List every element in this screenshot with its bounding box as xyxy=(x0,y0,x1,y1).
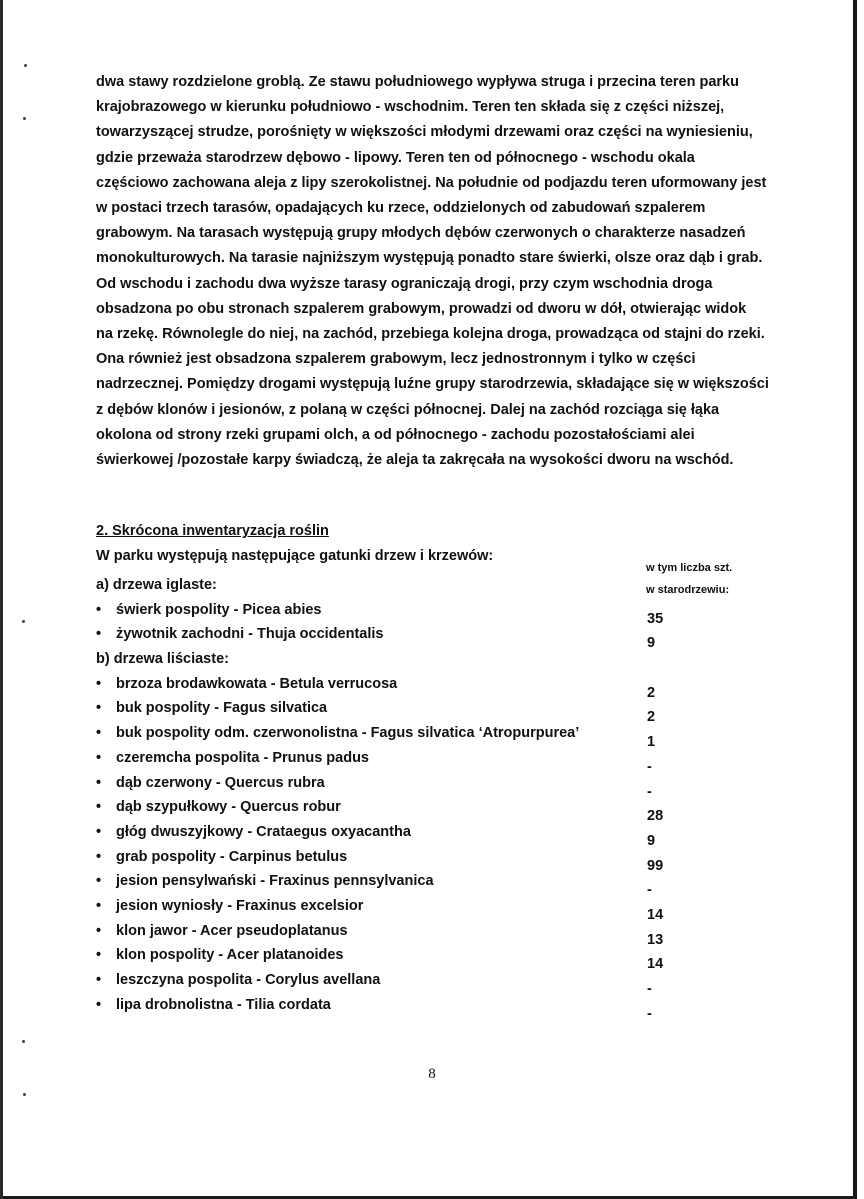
paragraph-line: okolona od strony rzeki grupami olch, a od północnego - zachodu pozostałościami alei xyxy=(96,426,695,443)
species-count: 9 xyxy=(647,832,656,849)
species-row xyxy=(96,894,716,923)
bullet-icon: • xyxy=(96,725,102,742)
species-name: żywotnik zachodni - Thuja occidentalis xyxy=(116,626,384,643)
count-column-header-line: w starodrzewiu: xyxy=(646,584,730,596)
species-name: świerk pospolity - Picea abies xyxy=(116,601,322,618)
species-count: 28 xyxy=(647,808,664,825)
scan-edge xyxy=(0,0,3,1199)
bullet-icon: • xyxy=(96,996,102,1013)
species-row xyxy=(96,943,716,973)
species-name: czeremcha pospolita - Prunus padus xyxy=(116,749,369,766)
species-count: - xyxy=(647,1005,652,1022)
species-count: 99 xyxy=(647,857,664,874)
paragraph-line: z dębów klonów i jesionów, z polaną w części północnej. Dalej na zachód rozciąga się łąka xyxy=(96,401,720,418)
bullet-icon: • xyxy=(96,823,102,840)
paragraph-line: monokulturowych. Na tarasie najniższym występują ponadto stare świerki, olsze oraz dąb i grab. xyxy=(96,250,763,267)
group-label-text: a) drzewa iglaste: xyxy=(96,577,217,593)
species-name: dąb szypułkowy - Quercus robur xyxy=(116,799,341,816)
species-name: klon pospolity - Acer platanoides xyxy=(116,947,344,964)
count-column-header-line: w tym liczba szt. xyxy=(646,562,733,574)
species-name: lipa drobnolistna - Tilia cordata xyxy=(116,996,331,1013)
species-name: buk pospolity odm. czerwonolistna - Fagus silvatica ‘Atropurpurea’ xyxy=(116,725,580,742)
species-name: leszczyna pospolita - Corylus avellana xyxy=(116,972,381,988)
bullet-icon: • xyxy=(96,601,102,618)
species-count: - xyxy=(647,882,652,899)
group-label xyxy=(96,647,716,672)
scan-speck xyxy=(24,64,27,67)
section-heading: 2. Skrócona inwentaryzacja roślin xyxy=(96,523,329,539)
species-name: głóg dwuszyjkowy - Crataegus oxyacantha xyxy=(116,823,411,840)
species-row xyxy=(96,869,716,899)
species-count: 2 xyxy=(647,684,656,701)
species-row xyxy=(96,795,716,825)
species-count: - xyxy=(647,783,652,800)
paragraph-line: nadrzecznej. Pomiędzy drogami występują luźne grupy starodrzewia, składające się w większości xyxy=(96,376,769,393)
bullet-icon: • xyxy=(96,922,102,939)
paragraph-line: Ona również jest obsadzona szpalerem grabowym, lecz jednostronnym i tylko w części xyxy=(96,351,696,368)
paragraph-line: krajobrazowego w kierunku południowo - wschodnim. Teren ten składa się z części niższej, xyxy=(96,99,725,116)
bullet-icon: • xyxy=(96,749,102,766)
scan-speck xyxy=(22,620,25,623)
paragraph-line: dwa stawy rozdzielone groblą. Ze stawu południowego wypływa struga i przecina teren parku xyxy=(96,74,739,90)
bullet-icon: • xyxy=(96,897,102,914)
species-name: jesion wyniosły - Fraxinus excelsior xyxy=(116,897,364,914)
bullet-icon: • xyxy=(96,947,102,964)
species-row xyxy=(96,696,716,726)
bullet-icon: • xyxy=(96,626,102,643)
species-count: - xyxy=(647,981,652,997)
species-row xyxy=(96,968,716,997)
species-row xyxy=(96,672,716,701)
species-name: grab pospolity - Carpinus betulus xyxy=(116,848,348,865)
species-list xyxy=(96,573,716,1022)
species-count: 14 xyxy=(647,956,664,973)
paragraph-line: Od wschodu i zachodu dwa wyższe tarasy ograniczają drogi, przy czym wschodnia droga xyxy=(96,275,713,292)
paragraph-line: na rzekę. Równolegle do niej, na zachód, przebiega kolejna droga, prowadząca od stajni do rzeki. xyxy=(96,326,765,343)
species-name: buk pospolity - Fagus silvatica xyxy=(116,700,328,717)
paragraph-line: grabowym. Na tarasach występują grupy młodych dębów czerwonych o charakterze nasadzeń xyxy=(96,225,746,242)
species-row xyxy=(96,721,716,751)
paragraph-line: gdzie przeważa starodrzew dębowo - lipowy. Teren ten od północnego - wschodu okala xyxy=(96,149,695,166)
bullet-icon: • xyxy=(96,799,102,816)
species-row xyxy=(96,598,716,627)
list-intro: W parku występują następujące gatunki drzew i krzewów: xyxy=(96,548,494,564)
scan-speck xyxy=(23,1093,26,1096)
species-count: 13 xyxy=(647,931,664,948)
body-paragraph xyxy=(96,70,774,473)
species-row xyxy=(96,622,716,652)
species-count: 14 xyxy=(647,906,664,923)
group-label-text: b) drzewa liściaste: xyxy=(96,651,229,668)
paragraph-line: towarzyszącej strudze, porośnięty w większości młodymi drzewami oraz części na wyniesieniu, xyxy=(96,124,753,141)
species-count: 35 xyxy=(647,610,664,627)
group-label xyxy=(96,573,716,598)
species-name: dąb czerwony - Quercus rubra xyxy=(116,774,325,791)
species-name: brzoza brodawkowata - Betula verrucosa xyxy=(116,675,398,692)
scan-speck xyxy=(22,1040,25,1043)
paragraph-line: świerkowej /pozostałe karpy świadczą, że aleja ta zakręcała na wysokości dworu na wschód. xyxy=(96,452,734,469)
species-row xyxy=(96,820,716,849)
page-number: 8 xyxy=(428,1066,436,1082)
species-row xyxy=(96,919,716,948)
species-row xyxy=(96,993,716,1022)
species-row xyxy=(96,845,716,874)
bullet-icon: • xyxy=(96,972,102,988)
species-row xyxy=(96,746,716,775)
species-count: 1 xyxy=(647,734,656,751)
bullet-icon: • xyxy=(96,675,102,692)
species-row xyxy=(96,771,716,800)
paragraph-line: w postaci trzech tarasów, opadających ku rzece, oddzielonych od zabudowań szpalerem xyxy=(96,200,706,217)
species-count: 2 xyxy=(647,709,656,726)
scan-speck xyxy=(23,117,26,120)
bullet-icon: • xyxy=(96,873,102,890)
species-count: 9 xyxy=(647,635,656,652)
species-name: jesion pensylwański - Fraxinus pennsylvanica xyxy=(116,873,434,890)
bullet-icon: • xyxy=(96,700,102,717)
bullet-icon: • xyxy=(96,774,102,791)
species-count: - xyxy=(647,758,652,775)
species-name: klon jawor - Acer pseudoplatanus xyxy=(116,922,348,939)
paragraph-line: częściowo zachowana aleja z lipy szerokolistnej. Na południe od podjazdu teren uformowany jest xyxy=(96,174,767,191)
paragraph-line: obsadzona po obu stronach szpalerem grabowym, prowadzi od dworu w dół, otwierając widok xyxy=(96,300,747,317)
bullet-icon: • xyxy=(96,848,102,865)
